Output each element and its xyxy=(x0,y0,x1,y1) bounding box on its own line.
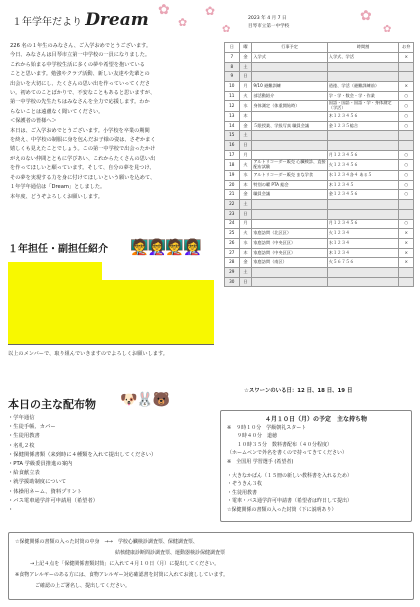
day-cell: 18 xyxy=(225,160,240,171)
day-cell: 22 xyxy=(225,200,240,210)
event-cell xyxy=(252,62,327,72)
timetable-cell: 火１２３４５６ xyxy=(327,160,399,171)
intro-line: 出会いを大切にし、たくさんの思い出を作っていってくださ xyxy=(10,80,151,87)
lunch-cell xyxy=(399,72,414,82)
belonging-item: ・生徒用教書 xyxy=(227,489,258,496)
animals-illustration: 🐶🐰🐻 xyxy=(120,392,170,408)
table-row xyxy=(225,131,414,141)
lunch-cell: ○ xyxy=(399,101,414,112)
col-event: 行事予定 xyxy=(252,43,327,53)
weekday-cell: 日 xyxy=(239,72,252,82)
footer-box xyxy=(8,532,414,600)
day-cell: 9 xyxy=(225,72,240,82)
table-row xyxy=(225,258,414,268)
table-row xyxy=(225,62,414,72)
timetable-cell: 木１２３４ xyxy=(327,248,399,258)
weekday-cell: 日 xyxy=(239,277,252,287)
intro-line: 第一中学校の先生たちはみなさんを全力で応援します。わか xyxy=(10,99,150,106)
day-cell: 7 xyxy=(225,53,240,63)
belonging-item: ☆保健関係の書類の入った封筒（下に説明あり） xyxy=(227,506,337,513)
event-cell: ５限授業、学級写真 職員会議 xyxy=(252,121,327,131)
day-cell: 12 xyxy=(225,101,240,112)
day-cell: 13 xyxy=(225,112,240,122)
table-row xyxy=(225,219,414,229)
handout-item: ・生徒用教書 xyxy=(8,433,40,440)
table-row xyxy=(225,229,414,239)
cherry-blossom-icon: ✿ xyxy=(158,2,170,18)
guardian-line: 嬉しくも見えたことでしょう。この第一中学校で出会ったかけ xyxy=(10,146,156,153)
timetable-cell: 国語・国語・国語・学・身体測定（学活） xyxy=(327,101,399,112)
event-cell xyxy=(252,277,327,287)
weekday-cell: 月 xyxy=(239,150,252,160)
lunch-cell: ○ xyxy=(399,112,414,122)
table-row xyxy=(225,72,414,82)
cherry-blossom-icon: ✿ xyxy=(178,16,188,29)
handout-item: ・就学援助制度について xyxy=(8,479,67,486)
lunch-cell: ○ xyxy=(399,160,414,171)
plan-box xyxy=(220,410,412,522)
day-cell: 23 xyxy=(225,209,240,219)
timetable-cell: 道徳、学活（避難訓練前） xyxy=(327,82,399,92)
date-school-box xyxy=(248,15,344,35)
lunch-cell xyxy=(399,277,414,287)
plan-item: ９時４０分 道徳 xyxy=(227,433,278,440)
weekday-cell: 金 xyxy=(239,121,252,131)
guardian-line: を終え、中学校の制服に身を包んだお子様の姿は、さぞかまく xyxy=(10,137,156,144)
day-cell: 24 xyxy=(225,219,240,229)
weekday-cell: 金 xyxy=(239,258,252,268)
cherry-blossom-icon: ✿ xyxy=(222,24,231,35)
podium-left xyxy=(8,262,102,344)
guardian-line: その夢を実現する力を身に付けてほしいという願いを込めて、 xyxy=(10,174,156,181)
plan-item: ※ 全国用 学習選手 (希望者) xyxy=(227,458,294,465)
table-row xyxy=(225,180,414,190)
timetable-cell xyxy=(327,267,399,277)
day-cell: 26 xyxy=(225,238,240,248)
weekday-cell: 土 xyxy=(239,267,252,277)
plan-list xyxy=(221,424,411,466)
footer-list xyxy=(9,533,413,596)
handout-item: ・学年通信 xyxy=(8,415,35,421)
timetable-cell: 金１２３４５６ xyxy=(327,190,399,200)
handouts-list xyxy=(8,414,218,515)
lunch-cell: × xyxy=(399,53,414,63)
teacher-intro-heading: １年担任・副担任紹介 xyxy=(8,244,108,255)
table-row xyxy=(225,190,414,200)
plan-item: １０時３５分 数料書配布（４０分程度） xyxy=(227,441,333,448)
event-cell: アルトリコーダー販売 まな学食 xyxy=(252,171,327,181)
col-timetable: 時間割 xyxy=(327,43,399,53)
lunch-cell: ○ xyxy=(399,180,414,190)
weekday-cell: 水 xyxy=(239,171,252,181)
handout-item: ・保健関係書類（来到時に４種類を入れて提出してください） xyxy=(8,451,157,458)
lunch-cell xyxy=(399,200,414,210)
cherry-blossom-icon: ✿ xyxy=(383,24,392,35)
handout-item: ・ xyxy=(8,507,14,514)
newsletter-title xyxy=(12,10,149,30)
timetable-cell xyxy=(327,277,399,287)
timetable-cell xyxy=(327,141,399,151)
lunch-cell: ○ xyxy=(399,91,414,101)
table-row xyxy=(225,277,414,287)
timetable-cell xyxy=(327,72,399,82)
table-row xyxy=(225,121,414,131)
day-cell: 17 xyxy=(225,150,240,160)
timetable-cell: 木１２３４５６ xyxy=(327,112,399,122)
guardian-line: がえのない仲間とともに学びあい、これからたくさんの思い出 xyxy=(10,155,156,162)
weekday-cell: 土 xyxy=(239,200,252,210)
lunch-cell: ○ xyxy=(399,150,414,160)
weekday-cell: 火 xyxy=(239,91,252,101)
event-cell: アルトリコーダー販売 心臓検診、直接配布試験 xyxy=(253,159,326,170)
weekday-cell: 木 xyxy=(239,180,252,190)
col-day: 日 xyxy=(225,43,240,53)
guardian-line: を作ってほしいと願っています。そして、自分の夢を見つけ、 xyxy=(10,165,155,172)
event-cell xyxy=(252,267,327,277)
lunch-cell: × xyxy=(399,258,414,268)
day-cell: 8 xyxy=(225,62,240,72)
day-cell: 30 xyxy=(225,277,240,287)
day-cell: 21 xyxy=(225,190,240,200)
intro-line: い。初めてのことばかりで、不安なこともあると思いますが、 xyxy=(10,90,156,97)
timetable-cell xyxy=(327,131,399,141)
table-row xyxy=(225,200,414,210)
timetable-cell xyxy=(327,62,399,72)
lunch-cell: × xyxy=(399,229,414,239)
intro-line: これから始まる中学校生活に多くの夢や希望を抱いている xyxy=(10,61,145,68)
weekday-cell: 土 xyxy=(239,62,252,72)
timetable-cell: 水１２３４ xyxy=(327,238,399,248)
plan-item: ※ ９時１０分 学級朝礼スタート xyxy=(227,425,307,431)
intro-section xyxy=(10,42,215,202)
timetable-cell: 入学式、学活 xyxy=(327,53,399,63)
timetable-cell: 水１２３４各４ ある５ xyxy=(327,171,399,181)
lunch-cell: × xyxy=(399,248,414,258)
weekday-cell: 月 xyxy=(239,219,252,229)
event-cell: 特別の曜 PTA 総会 xyxy=(252,180,327,190)
event-cell xyxy=(252,219,327,229)
event-cell xyxy=(252,72,327,82)
intro-line: ことと思います。勉強やクラブ活動、新しい友達や先輩との xyxy=(10,71,150,78)
weekday-cell: 火 xyxy=(239,160,252,171)
table-row xyxy=(225,248,414,258)
divider xyxy=(8,344,214,345)
event-cell xyxy=(252,141,327,151)
day-cell: 14 xyxy=(225,121,240,131)
belonging-item: ・電車・バス通学許可申請書（希望者は昨日して提出） xyxy=(227,498,353,505)
day-cell: 28 xyxy=(225,258,240,268)
guardian-line: １年学年通信は「Dream」としました。 xyxy=(10,184,106,191)
weekday-cell: 水 xyxy=(239,238,252,248)
table-row xyxy=(225,53,414,63)
timetable-cell xyxy=(327,209,399,219)
event-cell: 入学式 xyxy=(252,53,327,63)
day-cell: 16 xyxy=(225,141,240,151)
day-cell: 20 xyxy=(225,180,240,190)
lunch-cell xyxy=(399,209,414,219)
handout-item: ・給食献立表 xyxy=(8,470,40,477)
footer-line: ☆保健関係の書類の入った封筒の中身 →→ 学校心臓検診調査票、保健調査票、 xyxy=(15,539,198,545)
handout-item: ・PTA 学級委員推進の案内 xyxy=(8,461,73,468)
cherry-blossom-icon: ✿ xyxy=(205,4,216,18)
timetable-cell: 金１２３５総合 xyxy=(327,121,399,131)
timetable-cell: 学・学・数会・学・作業 xyxy=(327,91,399,101)
title-dream: Dream xyxy=(85,10,149,30)
event-cell xyxy=(252,200,327,210)
plan-item: （ホームベンで外名を書くので持ってきてください） xyxy=(227,450,348,457)
handout-item: ・バス電車通学許可申請用（希望者） xyxy=(8,497,99,504)
calendar-note: ☆スワーンのいる日：12 日、18 日、19 日 xyxy=(244,388,353,394)
weekday-cell: 金 xyxy=(239,53,252,63)
table-row xyxy=(225,209,414,219)
lunch-cell xyxy=(399,141,414,151)
event-cell: 家庭訪問（中央区区） xyxy=(252,248,327,258)
lunch-cell: × xyxy=(399,238,414,248)
timetable-cell: 火５６７５６ xyxy=(327,258,399,268)
table-row xyxy=(225,267,414,277)
col-lunch: お弁 xyxy=(399,43,414,53)
belonging-item: ・ぞうきん３枚 xyxy=(227,481,263,488)
schedule-table xyxy=(224,42,414,287)
day-cell: 25 xyxy=(225,229,240,239)
event-cell: 身体測定（体重開始時） xyxy=(252,101,327,112)
weekday-cell: 火 xyxy=(239,229,252,239)
day-cell: 27 xyxy=(225,248,240,258)
day-cell: 19 xyxy=(225,171,240,181)
closing-line: 本年度、どうぞよろしくお願いします。 xyxy=(10,193,103,200)
day-cell: 15 xyxy=(225,131,240,141)
handout-item: ・体操用ネーム、資料プリント xyxy=(8,488,83,495)
lunch-cell: ○ xyxy=(399,121,414,131)
event-cell: 家庭訪問（北区区） xyxy=(252,229,327,239)
issue-date: 2023 年 4 月 7 日 xyxy=(248,16,287,21)
footer-line: ご確認の上ご署名し、提出してください。 xyxy=(15,583,131,589)
handouts-heading: 本日の主な配布物 xyxy=(8,398,96,411)
table-row xyxy=(225,141,414,151)
intro-line: らないことは遠慮なく聞いてください。 xyxy=(10,108,104,115)
table-row xyxy=(225,112,414,122)
col-weekday: 曜 xyxy=(239,43,252,53)
timetable-cell: 火１２３４ xyxy=(327,229,399,239)
lunch-cell: ○ xyxy=(399,171,414,181)
table-row xyxy=(225,101,414,112)
handout-item: ・生徒手帳、カバー xyxy=(8,424,56,431)
day-cell: 10 xyxy=(225,82,240,92)
intro-line: 226 名の１年生のみなさん、ご入学おめでとうございます。 xyxy=(10,43,152,49)
event-cell xyxy=(252,112,327,122)
lunch-cell xyxy=(399,267,414,277)
lunch-cell xyxy=(399,62,414,72)
weekday-cell: 日 xyxy=(239,141,252,151)
timetable-cell: 月１２３４５６ xyxy=(327,219,399,229)
teacher-caption: 以上のメンバーで、取り組んでいきますのでよろしくお願いします。 xyxy=(8,351,168,357)
plan-heading: ４月１０日（月）の予定 主な持ち物 xyxy=(264,416,367,423)
weekday-cell: 土 xyxy=(239,131,252,141)
table-row xyxy=(225,171,414,181)
footer-line: 結核健康診断問診調査票、運動器検診保健調査票 xyxy=(15,550,226,556)
footer-line: ※食物アレルギーのある方には、食物アレルギー対応確認書を封筒に入れてお渡ししています。 xyxy=(15,572,229,578)
day-cell: 11 xyxy=(225,91,240,101)
intro-line: 今日、みなさんは目琴市立第一中学校の一員になりました。 xyxy=(10,52,151,59)
weekday-cell: 木 xyxy=(239,248,252,258)
footer-line: →上記４点を「保健関係書類封筒」に入れて４月１０日（月）に提出してください。 xyxy=(15,561,220,567)
cherry-blossom-icon: ✿ xyxy=(360,8,372,24)
podium-right xyxy=(102,280,214,344)
table-header-row xyxy=(225,43,414,53)
table-row xyxy=(225,160,414,171)
title-prefix: １年学年だより xyxy=(12,17,82,28)
event-cell: 家庭訪問（南区） xyxy=(252,258,327,268)
event-cell: 家庭訪問（中央区区） xyxy=(252,238,327,248)
event-cell xyxy=(252,209,327,219)
handout-item: ・名札２枚 xyxy=(8,442,35,449)
timetable-cell: 月１２３４５６ xyxy=(327,150,399,160)
items-list xyxy=(221,472,411,514)
timetable-cell xyxy=(327,200,399,210)
lunch-cell: × xyxy=(399,82,414,92)
event-cell: 部活動紹介 xyxy=(252,91,327,101)
guardian-line: 本日は、ご入学おめでとうございます。小学校を卒業の期間 xyxy=(10,127,150,134)
teachers-illustration: 🧑‍🏫👩‍🏫🧑‍🏫👩‍🏫 xyxy=(130,238,201,256)
lunch-cell xyxy=(399,131,414,141)
guardian-heading: ＜保護者の皆様へ＞ xyxy=(10,118,57,125)
lunch-cell: ○ xyxy=(399,219,414,229)
table-row xyxy=(225,238,414,248)
weekday-cell: 月 xyxy=(239,82,252,92)
belonging-item: ・大きなかばん（１５冊の新しい教科書を入れるため） xyxy=(227,473,353,480)
weekday-cell: 日 xyxy=(239,209,252,219)
weekday-cell: 金 xyxy=(239,190,252,200)
event-cell xyxy=(252,131,327,141)
event-cell: 9/10 避難訓練 xyxy=(252,82,327,92)
day-cell: 29 xyxy=(225,267,240,277)
weekday-cell: 水 xyxy=(239,101,252,112)
timetable-cell: 木１２３４５ xyxy=(327,180,399,190)
table-row xyxy=(225,82,414,92)
lunch-cell: ○ xyxy=(399,190,414,200)
weekday-cell: 木 xyxy=(239,112,252,122)
event-cell: 職員会議 xyxy=(252,190,327,200)
school-name: 目琴市立第一中学校 xyxy=(248,24,290,29)
